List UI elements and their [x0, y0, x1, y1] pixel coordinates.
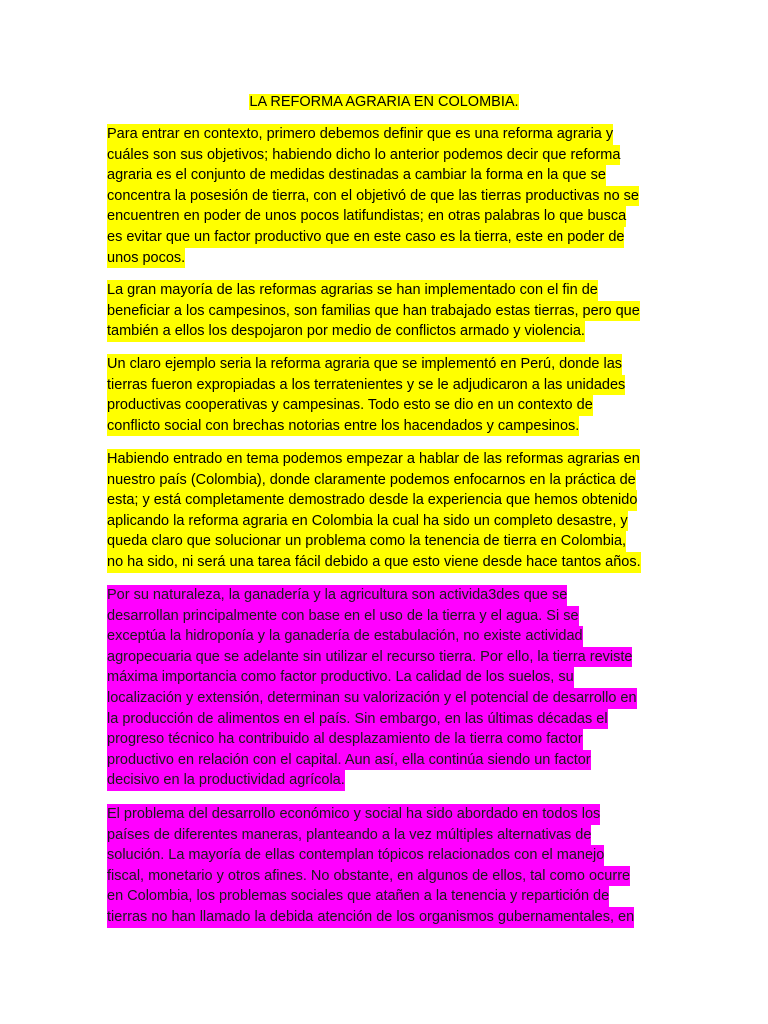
- paragraph-line: fiscal, monetario y otros afines. No obstante, en algunos de ellos, tal como ocurre: [107, 866, 630, 887]
- paragraph-line: Por su naturaleza, la ganadería y la agricultura son activida3des que se: [107, 585, 567, 606]
- paragraph-line: tierras no han llamado la debida atención de los organismos gubernamentales, en: [107, 907, 634, 928]
- paragraph-line: productivas cooperativas y campesinas. Todo esto se dio en un contexto de: [107, 395, 593, 416]
- paragraph-line: no ha sido, ni será una tarea fácil debido a que esto viene desde hace tantos años.: [107, 552, 641, 573]
- paragraph-line: Un claro ejemplo seria la reforma agraria que se implementó en Perú, donde las: [107, 354, 622, 375]
- paragraph-line: desarrollan principalmente con base en el uso de la tierra y el agua. Si se: [107, 606, 579, 627]
- paragraph-line: países de diferentes maneras, planteando a la vez múltiples alternativas de: [107, 825, 591, 846]
- paragraph-line: la producción de alimentos en el país. Sin embargo, en las últimas décadas el: [107, 709, 608, 730]
- paragraph-line: localización y extensión, determinan su valorización y el potencial de desarrollo en: [107, 688, 637, 709]
- paragraph-line: agraria es el conjunto de medidas destinadas a cambiar la forma en la que se: [107, 165, 606, 186]
- paragraph-line: tierras fueron expropiadas a los terratenientes y se le adjudicaron a las unidades: [107, 375, 625, 396]
- paragraph-line: solución. La mayoría de ellas contemplan tópicos relacionados con el manejo: [107, 845, 604, 866]
- paragraph-line: concentra la posesión de tierra, con el objetivó de que las tierras productivas no se: [107, 186, 639, 207]
- paragraph-line: productivo en relación con el capital. Aun así, ella continúa siendo un factor: [107, 750, 591, 771]
- paragraph-line: decisivo en la productividad agrícola.: [107, 770, 345, 791]
- paragraph-5: [107, 585, 663, 791]
- paragraph-line: máxima importancia como factor productivo. La calidad de los suelos, su: [107, 667, 574, 688]
- paragraph-6: [107, 804, 663, 928]
- paragraph-line: agropecuaria que se adelante sin utilizar el recurso tierra. Por ello, la tierra reviste: [107, 647, 632, 668]
- paragraph-4: [107, 449, 663, 573]
- paragraph-line: es evitar que un factor productivo que en este caso es la tierra, este en poder de: [107, 227, 624, 248]
- paragraph-line: en Colombia, los problemas sociales que atañen a la tenencia y repartición de: [107, 886, 609, 907]
- document-title-text: LA REFORMA AGRARIA EN COLOMBIA.: [249, 94, 519, 110]
- paragraph-line: conflicto social con brechas notorias entre los hacendados y campesinos.: [107, 416, 579, 437]
- paragraph-line: nuestro país (Colombia), donde claramente podemos enfocarnos en la práctica de: [107, 470, 636, 491]
- paragraph-1: [107, 124, 663, 268]
- paragraph-3: [107, 354, 663, 436]
- paragraph-line: cuáles son sus objetivos; habiendo dicho lo anterior podemos decir que reforma: [107, 145, 620, 166]
- paragraph-line: beneficiar a los campesinos, son familias que han trabajado estas tierras, pero que: [107, 301, 640, 322]
- paragraph-2: [107, 280, 663, 342]
- paragraph-line: El problema del desarrollo económico y social ha sido abordado en todos los: [107, 804, 600, 825]
- paragraph-line: también a ellos los despojaron por medio de conflictos armado y violencia.: [107, 321, 585, 342]
- paragraph-line: progreso técnico ha contribuido al desplazamiento de la tierra como factor: [107, 729, 583, 750]
- paragraph-line: Habiendo entrado en tema podemos empezar a hablar de las reformas agrarias en: [107, 449, 640, 470]
- paragraph-line: aplicando la reforma agraria en Colombia la cual ha sido un completo desastre, y: [107, 511, 628, 532]
- paragraph-line: Para entrar en contexto, primero debemos definir que es una reforma agraria y: [107, 124, 613, 145]
- paragraph-line: exceptúa la hidroponía y la ganadería de estabulación, no existe actividad: [107, 626, 583, 647]
- paragraph-line: queda claro que solucionar un problema como la tenencia de tierra en Colombia,: [107, 531, 626, 552]
- paragraph-line: La gran mayoría de las reformas agrarias se han implementado con el fin de: [107, 280, 598, 301]
- paragraph-line: unos pocos.: [107, 248, 185, 269]
- document-title: [0, 92, 768, 112]
- paragraph-line: encuentren en poder de unos pocos latifundistas; en otras palabras lo que busca: [107, 206, 626, 227]
- paragraph-line: esta; y está completamente demostrado desde la experiencia que hemos obtenido: [107, 490, 637, 511]
